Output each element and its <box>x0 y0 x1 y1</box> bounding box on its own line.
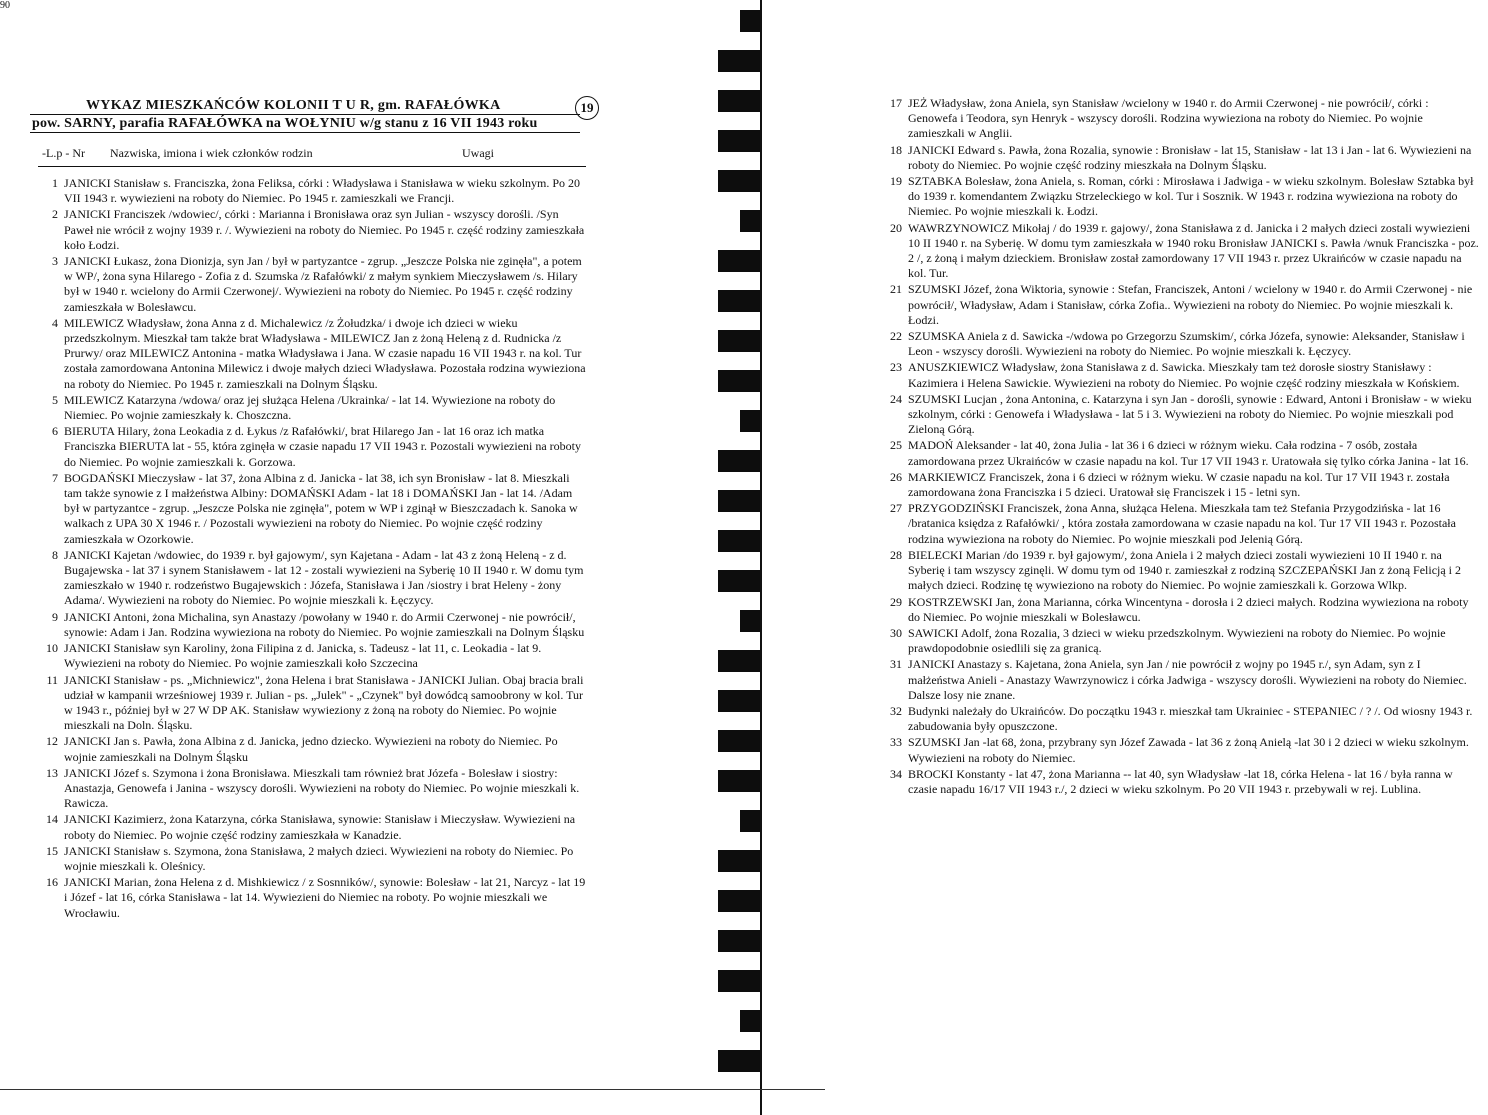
list-item <box>28 393 588 423</box>
entry-text: JANICKI Edward s. Pawła, żona Rozalia, synowie : Bronisław - lat 15, Stanisław - lat 13 i Jan - lat 6. Wywiezieni na roboty do Niemiec. Po wojnie część rodziny mieszkała na Dolnym Śląsku. <box>908 142 1472 172</box>
binding-ring <box>740 210 762 232</box>
entry-number: 28 <box>890 547 902 562</box>
entry-text: ANUSZKIEWICZ Władysław, żona Stanisława z d. Sawicka. Mieszkały tam też dorosłe siostry Stanisławy : Kazimiera i Helena Sawickie. Wywiezieni na roboty do Niemiec. Po wojnie część rodziny mieszkała w Końskiem. <box>908 360 1460 390</box>
binding-ring <box>718 490 762 512</box>
binding-ring <box>740 610 762 632</box>
entry-number: 19 <box>890 174 902 189</box>
entry-text: BIERUTA Hilary, żona Leokadia z d. Łykus /z Rafałówki/, brat Hilarego Jan - lat 16 oraz ich matka Franciszka BIERUTA lat - 55, która zginęła w czasie napadu 17 VII 1943 r. Pozostali wywiezieni na roboty do Niemiec. Po wojnie zamieszkali k. Gorzowa. <box>64 424 582 469</box>
entry-number: 4 <box>52 315 58 330</box>
entry-number: 17 <box>890 96 902 110</box>
entry-text: MARKIEWICZ Franciszek, żona i 6 dzieci w różnym wieku. W czasie napadu na kol. Tur 17 VII 1943 r. została zamordowana żona Franciszka i 5 dzieci. Uratował się Franciszek i 15 - letni syn. <box>908 469 1450 500</box>
entry-text: JANICKI Łukasz, żona Dionizja, syn Jan / był w partyzantce - zgrup. „Jeszcze Polska nie zginęła", a potem w WP/, żona syna Hilarego - Zofia z d. Szumska /z Rafałówki/ z małym synkiem Mieczysławem /s. Hilary był w 1940 r. wcielony do Armii Czerwonej/. Wywiezieni na roboty do Niemiec. Po 1945 r. część rodziny zamieszkała w Bolesławcu. <box>64 254 582 314</box>
entry-number: 27 <box>890 501 902 516</box>
spiral-binding <box>718 0 762 1115</box>
binding-ring <box>718 130 762 152</box>
list-item <box>28 641 588 671</box>
entry-number: 10 <box>46 641 58 656</box>
entry-number: 14 <box>46 812 58 827</box>
entry-number: 7 <box>52 470 58 485</box>
entry-number: 3 <box>52 254 58 269</box>
entry-text: JANICKI Kazimierz, żona Katarzyna, córka Stanisława, synowie: Stanisław i Mieczysław. Wywiezieni na roboty do Niemiec. Po wojnie część rodziny zamieszkała w Kanadzie. <box>64 812 576 842</box>
list-item <box>872 735 1480 765</box>
list-item <box>28 471 588 547</box>
entry-number: 32 <box>890 703 902 718</box>
list-item <box>28 673 588 734</box>
binding-ring <box>718 530 762 552</box>
list-item <box>872 595 1480 625</box>
binding-ring <box>718 770 762 792</box>
entry-text: WAWRZYNOWICZ Mikołaj / do 1939 r. gajowy/, żona Stanisława z d. Janicka i 2 małych dzieci zostali wywiezieni 10 II 1940 r. na Syberię. W domu tym zamieszkała w 1940 roku Bronisław JANICKI s. Pawła /wnuk Franciszka - poz. 2 /, z żoną i małym dzieckiem. Bronisław został zamordowany 17 VII 1943 r. przez Ukraińców w czasie napadu na kol. Tur. <box>908 220 1479 281</box>
binding-ring <box>718 850 762 872</box>
binding-ring <box>718 50 762 72</box>
entry-text: JANICKI Franciszek /wdowiec/, córki : Marianna i Bronisława oraz syn Julian - wszyscy dorośli. /Syn Paweł nie wrócił z wojny 1939 r. /. Wywiezieni na roboty do Niemiec. Po 1945 r. część rodziny zamieszkała koło Łodzi. <box>64 207 585 252</box>
binding-ring <box>718 90 762 112</box>
entry-number: 23 <box>890 360 902 375</box>
entry-number: 13 <box>46 765 58 780</box>
entry-text: SZUMSKI Lucjan , żona Antonina, c. Katarzyna i syn Jan - dorośli, synowie : Edward, Antoni i Bronisław - w wieku szkolnym, córki : Genowefa i Władysława - lat 5 i 3. Wywiezieni na roboty do Niemiec. Po wojnie mieszkali pod Zieloną Górą. <box>908 391 1472 437</box>
entry-text: JANICKI Stanisław s. Szymona, żona Stanisława, 2 małych dzieci. Wywiezieni na roboty do Niemiec. Po wojnie mieszkali k. Oleśnicy. <box>64 843 574 873</box>
entry-text: JANICKI Kajetan /wdowiec, do 1939 r. był gajowym/, syn Kajetana - Adam - lat 43 z żoną Heleną - z d. Bugajewska - lat 37 i synem Stanisławem - lat 12 - zostali wywiezieni na Syberię 10 II 1940 r. W domu tym zamieszkało w 1940 r. rodzeństwo Bugajewskich : Józefa, Stanisława i Jan /siostry i brat Heleny - żony Adama/. Wywiezieni na roboty do Niemiec. Po wojnie mieszkali k. Łęczycy. <box>64 547 584 608</box>
header-underline <box>38 166 586 167</box>
entry-text: JEŻ Władysław, żona Aniela, syn Stanisław /wcielony w 1940 r. do Armii Czerwonej - nie powrócił/, córki : Genowefa i Teodora, syn Henryk - wszyscy dorośli. Rodzina wywieziona na roboty do Niemiec. Po wojnie zamieszkali w Anglii. <box>908 96 1429 141</box>
list-item <box>872 657 1480 703</box>
list-item <box>872 470 1480 500</box>
binding-ring <box>718 330 762 352</box>
list-item <box>872 174 1480 220</box>
entry-text: MILEWICZ Katarzyna /wdowa/ oraz jej służąca Helena /Ukrainka/ - lat 14. Wywiezione na roboty do Niemiec. Po wojnie zamieszkały k. Choszczna. <box>64 392 556 423</box>
entry-text: KOSTRZEWSKI Jan, żona Marianna, córka Wincentyna - dorosła i 2 dzieci małych. Rodzina wywieziona na roboty do Niemiec. Po wojnie mieszkali w Bolesławcu. <box>908 594 1469 624</box>
entry-number: 5 <box>52 392 58 407</box>
header-names: Nazwiska, imiona i wiek członków rodzin <box>110 146 313 160</box>
entry-text: SZUMSKA Aniela z d. Sawicka -/wdowa po Grzegorzu Szumskim/, córka Józefa, synowie: Aleksander, Stanisław i Leon - wszyscy dorośli. Wywiezieni na roboty do Niemiec. Po wojnie mieszkali k. Łęczycy. <box>908 329 1465 359</box>
entry-number: 11 <box>46 672 58 687</box>
entry-number: 12 <box>46 734 58 749</box>
entry-number: 18 <box>890 142 902 157</box>
list-item <box>28 548 588 609</box>
entry-number: 6 <box>52 424 58 439</box>
entry-number: 21 <box>890 282 902 297</box>
binding-ring <box>718 170 762 192</box>
list-item <box>872 360 1480 390</box>
header-notes: Uwagi <box>462 146 494 160</box>
binding-ring <box>740 10 762 32</box>
entry-text: BROCKI Konstanty - lat 47, żona Marianna -- lat 40, syn Władysław -lat 18, córka Helena - lat 16 / była ranna w czasie napadu 16/17 VII 1943 r./, 2 dzieci w wieku szkolnym. Po 20 VII 1943 r. przebywali w rej. Lublina. <box>908 766 1453 796</box>
binding-ring <box>718 930 762 952</box>
entry-number: 34 <box>890 766 902 781</box>
list-item <box>28 176 588 206</box>
entry-number: 24 <box>890 391 902 406</box>
list-item <box>28 424 588 470</box>
list-item <box>28 766 588 812</box>
binding-ring <box>718 890 762 912</box>
entry-text: BOGDAŃSKI Mieczysław - lat 37, żona Albina z d. Janicka - lat 38, ich syn Bronisław - lat 8. Mieszkali tam także synowie z I małżeństwa Albiny: DOMAŃSKI Adam - lat 18 i DOMAŃSKI Jan - lat 14. /Adam był w partyzantce - zgrup. „Jeszcze Polska nie zginęła", potem w WP i zginął w Bieszczadach k. Sanoka w walkach z UPA 30 X 1946 r. / Pozostali wywiezieni na roboty do Niemiec. Po wojnie część rodziny zamieszkała w Ozorkowie. <box>64 470 578 546</box>
binding-ring <box>718 250 762 272</box>
entry-number: 33 <box>890 735 902 750</box>
list-item <box>872 392 1480 438</box>
binding-ring <box>718 970 762 992</box>
entry-text: MILEWICZ Władysław, żona Anna z d. Michalewicz /z Żołudzka/ i dwoje ich dzieci w wieku przedszkolnym. Mieszkał tam także brat Władysława - MILEWICZ Jan z żoną Heleną z d. Rudnicka /z Prurwy/ oraz MILEWICZ Antonina - matka Władysława i Jana. W czasie napadu 16 VII 1943 r. na kol. Tur została zamordowana Antonina Milewicz i dwoje małych dzieci Władysława. Pozostała rodzina wywieziona na roboty do Niemiec. Po 1945 r. zamieszkali na Dolnym Śląsku. <box>64 315 586 391</box>
bottom-rule <box>0 1089 825 1090</box>
binding-ring <box>740 810 762 832</box>
entry-text: JANICKI Józef s. Szymona i żona Bronisława. Mieszkali tam również brat Józefa - Bolesław i siostry: Anastazja, Genowefa i Janina - wszyscy dorośli. Wywiezieni na roboty do Niemiec. Po wojnie mieszkali k. Rawicza. <box>64 765 580 811</box>
entry-text: JANICKI Anastazy s. Kajetana, żona Aniela, syn Jan / nie powrócił z wojny po 1945 r./, syn Adam, syn z I małżeństwa Anieli - Anastazy Wawrzynowicz i córka Jadwiga - wszyscy dorośli. Wywiezieni na roboty do Niemiec. Dalsze losy nie znane. <box>908 657 1467 702</box>
entry-number: 15 <box>46 843 58 858</box>
entry-text: SAWICKI Adolf, żona Rozalia, 3 dzieci w wieku przedszkolnym. Wywiezieni na roboty do Niemiec. Po wojnie prawdopodobnie osiedlili się za granicą. <box>908 625 1446 656</box>
entry-text: JANICKI Jan s. Pawła, żona Albina z d. Janicka, jedno dziecko. Wywiezieni na roboty do Niemiec. Po wojnie zamieszkali na Dolnym Śląsku <box>64 734 558 764</box>
left-page <box>0 0 700 1115</box>
entry-number: 25 <box>890 438 902 453</box>
entry-number: 8 <box>52 547 58 562</box>
entry-text: JANICKI Stanisław s. Franciszka, żona Feliksa, córki : Władysława i Stanisława w wieku szkolnym. Po 20 VII 1943 r. wywiezieni na roboty do Niemiec. Po 1945 r. zamieszkali we Francji. <box>64 176 581 206</box>
list-item <box>872 438 1480 468</box>
list-item <box>872 626 1480 656</box>
entry-text: SZTABKA Bolesław, żona Aniela, s. Roman, córki : Mirosława i Jadwiga - w wieku szkolnym. Bolesław Sztabka był do 1939 r. komendantem Związku Strzeleckiego w kol. Tur i Sosznik. W 1943 r. rodzina wywieziona na roboty do Niemiec. Po wojnie mieszkali k. Łodzi. <box>908 174 1474 219</box>
list-item <box>872 329 1480 359</box>
list-item <box>28 610 588 640</box>
list-item <box>872 96 1480 142</box>
entry-number: 16 <box>46 875 58 890</box>
entry-text: BIELECKI Marian /do 1939 r. był gajowym/, żona Aniela i 2 małych dzieci zostali wywiezieni 10 II 1940 r. na Syberię i tam wszyscy zginęli. W domu tym od 1940 r. zamieszkał z rodziną SZCZEPAŃSKI Jan z żoną Felicją i 2 małych dzieci. Rodzinę tę wywieziono na roboty do Niemiec. Po wojnie zamieszkali k. Gorzowa Wlkp. <box>908 547 1462 593</box>
entry-number: 30 <box>890 625 902 640</box>
list-item <box>872 221 1480 282</box>
entry-text: SZUMSKI Józef, żona Wiktoria, synowie : Stefan, Franciszek, Antoni / wcielony w 1940 r. do Armii Czerwonej - nie powrócił/, Władysław, Adam i Stanisław, córka Zofia.. Wywiezieni na roboty do Niemiec. Po wojnie mieszkali k. Łodzi. <box>908 282 1473 327</box>
list-item <box>28 207 588 253</box>
list-item <box>28 812 588 842</box>
binding-ring <box>718 450 762 472</box>
entry-text: MADOŃ Aleksander - lat 40, żona Julia - lat 36 i 6 dzieci w różnym wieku. Cała rodzina - 7 osób, została zamordowana przez Ukraińców w czasie napadu na kol. Tur 17 VII 1943 r. Uratowała się tylko córka Janina - lat 16. <box>908 438 1469 468</box>
entry-number: 20 <box>890 220 902 235</box>
binding-ring <box>740 1010 762 1032</box>
entry-text: SZUMSKI Jan -lat 68, żona, przybrany syn Józef Zawada - lat 36 z żoną Anielą -lat 30 i 2 dzieci w wieku szkolnym. Wywiezieni na roboty do Niemiec. <box>908 735 1469 765</box>
binding-ring <box>740 410 762 432</box>
list-item <box>872 282 1480 328</box>
binding-ring <box>718 570 762 592</box>
list-item <box>28 316 588 392</box>
document-title: WYKAZ MIESZKAŃCÓW KOLONII T U R, gm. RAFAŁÓWKA <box>86 98 501 113</box>
header-lp: -L.p - Nr <box>42 146 85 160</box>
binding-ring <box>718 690 762 712</box>
binding-ring <box>718 290 762 312</box>
document-subtitle: pow. SARNY, parafia RAFAŁÓWKA na WOŁYNIU w/g stanu z 16 VII 1943 roku <box>32 116 538 131</box>
spine-line <box>760 0 762 1115</box>
entry-number: 1 <box>52 176 58 190</box>
entry-number: 2 <box>52 207 58 222</box>
binding-ring <box>718 730 762 752</box>
list-item <box>872 704 1480 734</box>
list-item <box>872 501 1480 547</box>
list-item <box>28 254 588 315</box>
list-item <box>872 767 1480 797</box>
list-item <box>28 875 588 921</box>
list-item <box>872 143 1480 173</box>
binding-ring <box>718 1050 762 1072</box>
subtitle-underline <box>30 132 580 133</box>
right-entry-list <box>872 96 1480 798</box>
right-page <box>850 0 1480 1115</box>
entry-text: JANICKI Antoni, żona Michalina, syn Anastazy /powołany w 1940 r. do Armii Czerwonej - nie powrócił/, synowie: Adam i Jan. Rodzina wywieziona na roboty do Niemiec. Po wojnie zamieszkali na Dolnym Śląsku <box>64 609 585 639</box>
entry-number: 26 <box>890 469 902 484</box>
title-underline <box>30 114 580 115</box>
entry-text: PRZYGODZIŃSKI Franciszek, żona Anna, służąca Helena. Mieszkała tam też Stefania Przygodzińska - lat 16 /bratanica księdza z Rafałówki/ , która została zamordowana w czasie napadu na kol. Tur 17 VII 1943 r. Pozostała rodzina wywieziona na roboty do Niemiec. Po wojnie mieszkali pod Jelenią Górą. <box>908 501 1456 546</box>
entry-text: JANICKI Stanisław - ps. „Michniewicz", żona Helena i brat Stanisława - JANICKI Julian. Obaj bracia brali udział w kampanii wrześniowej 1939 r. Julian - ps. „Julek" - „Czynek" był dowódcą samoobrony w kol. Tur w 1943 r., później był w 27 W DP AK. Stanisław wywieziony z żoną na roboty do Niemiec. Po wojnie mieszkali na Doln. Śląsku. <box>64 672 584 733</box>
list-item <box>28 734 588 764</box>
binding-ring <box>718 650 762 672</box>
binding-ring <box>718 370 762 392</box>
corner-mark: 90 <box>0 0 10 11</box>
entry-number: 31 <box>890 657 902 672</box>
entry-text: JANICKI Marian, żona Helena z d. Mishkiewicz / z Sosnników/, synowie: Bolesław - lat 21, Narcyz - lat 19 i Józef - lat 16, córka Stanisława - lat 14. Wywiezieni do Niemiec na roboty. Po wojnie mieszkali we Wrocławiu. <box>64 875 586 920</box>
entry-number: 9 <box>52 609 58 624</box>
entry-text: Budynki należały do Ukraińców. Do początku 1943 r. mieszkał tam Ukrainiec - STEPANIEC / ? /. Od wiosny 1943 r. zabudowania były opuszczone. <box>908 703 1473 734</box>
list-item <box>872 548 1480 594</box>
list-item <box>28 844 588 874</box>
entry-number: 22 <box>890 329 902 344</box>
entry-number: 29 <box>890 594 902 609</box>
left-entry-list <box>28 176 588 922</box>
page-number-badge: 19 <box>575 96 599 120</box>
entry-text: JANICKI Stanisław syn Karoliny, żona Filipina z d. Janicka, s. Tadeusz - lat 11, c. Leokadia - lat 9. Wywiezieni na roboty do Niemiec. Po wojnie zamieszkali koło Szczecina <box>64 641 542 671</box>
